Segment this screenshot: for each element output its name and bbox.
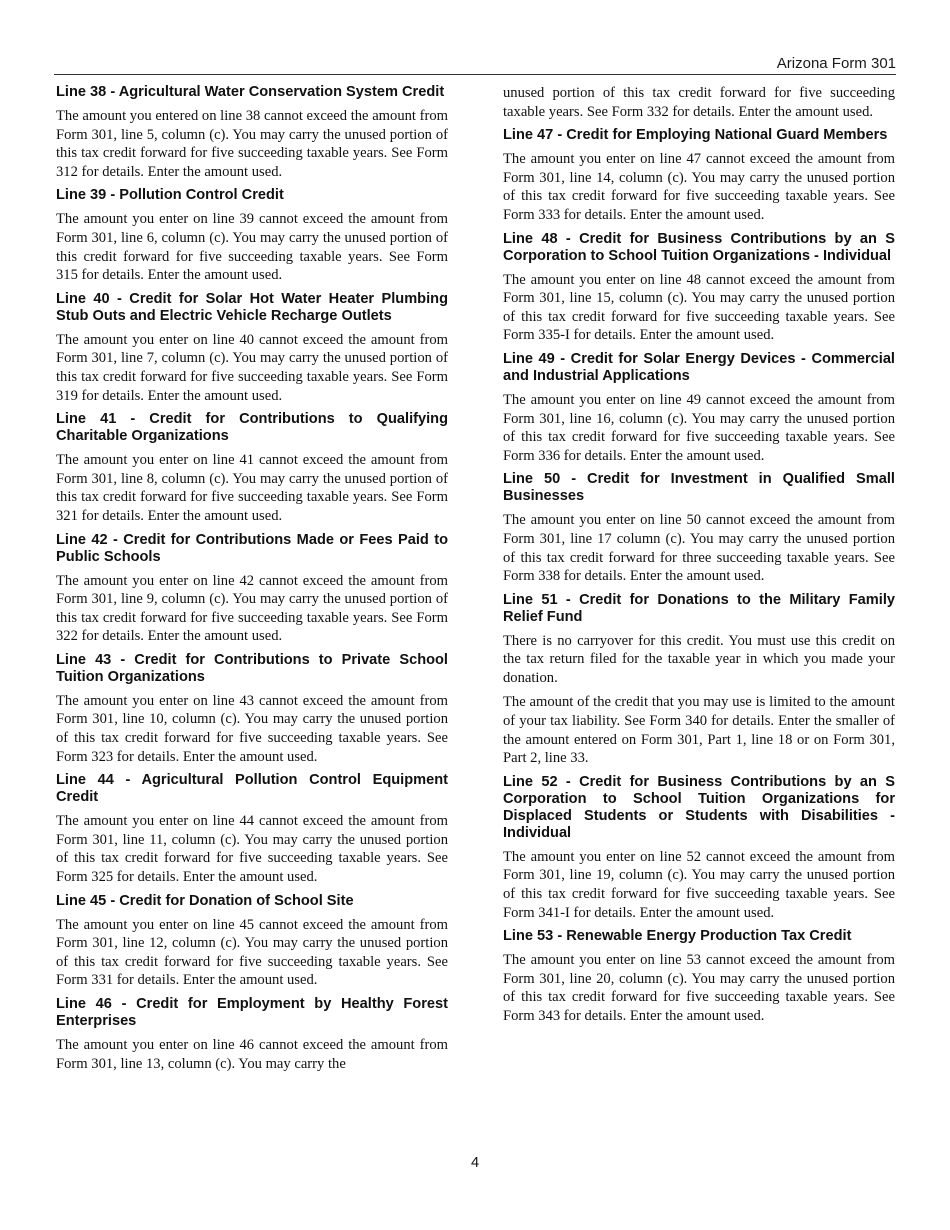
section-paragraph: unused portion of this tax credit forward for five succeeding taxable years. See Form 332 for details. Enter the amount used. [503,85,895,120]
section-paragraph: The amount you enter on line 41 cannot exceed the amount from Form 301, line 8, column (c). You may carry the unused portion of this tax credit forward for five succeeding taxable years. See Form 321 for details. Enter the amount used. [56,452,448,524]
form-title: Arizona Form 301 [776,55,896,72]
section-heading: Line 49 - Credit for Solar Energy Devices - Commercial and Industrial Applications [503,350,895,384]
instruction-section [503,127,895,224]
section-paragraph: The amount you enter on line 50 cannot exceed the amount from Form 301, line 17 column (c). You may carry the unused portion of this tax credit forward for three succeeding taxable years. See Form 338 for details. Enter the amount used. [503,512,895,585]
instruction-section [503,774,895,922]
right-column [503,84,895,1032]
instruction-section [56,772,448,886]
section-heading: Line 47 - Credit for Employing National Guard Members [503,127,888,144]
instruction-section [503,471,895,585]
instruction-section [56,532,448,646]
section-heading: Line 53 - Renewable Energy Production Tax Credit [503,928,852,945]
header-divider [54,74,896,75]
section-paragraph: The amount you enter on line 42 cannot exceed the amount from Form 301, line 9, column (c). You may carry the unused portion of this tax credit forward for five succeeding taxable years. See Form 322 for details. Enter the amount used. [56,572,448,645]
instruction-section [56,996,448,1073]
instruction-section [56,291,448,405]
instruction-section [56,652,448,766]
section-heading: Line 48 - Credit for Business Contributions by an S Corporation to School Tuition Organizations - Individual [503,230,895,264]
section-heading: Line 45 - Credit for Donation of School Site [56,892,354,909]
section-paragraph: The amount you enter on line 49 cannot exceed the amount from Form 301, line 16, column (c). You may carry the unused portion of this tax credit forward for five succeeding taxable years. See Form 336 for details. Enter the amount used. [503,391,895,464]
section-heading: Line 41 - Credit for Contributions to Qualifying Charitable Organizations [56,411,448,445]
instruction-section [503,928,895,1025]
section-heading: Line 39 - Pollution Control Credit [56,187,284,204]
section-paragraph: The amount you enter on line 48 cannot exceed the amount from Form 301, line 15, column (c). You may carry the unused portion of this tax credit forward for five succeeding taxable years. See Form 335-I for details. Enter the amount used. [503,271,895,344]
section-paragraph: The amount you enter on line 45 cannot exceed the amount from Form 301, line 12, column (c). You may carry the unused portion of this tax credit forward for five succeeding taxable years. See Form 331 for details. Enter the amount used. [56,916,448,989]
section-paragraph: The amount you enter on line 52 cannot exceed the amount from Form 301, line 19, column (c). You may carry the unused portion of this tax credit forward for five succeeding taxable years. See Form 341-I for details. Enter the amount used. [503,848,895,921]
section-heading: Line 51 - Credit for Donations to the Military Family Relief Fund [503,591,895,625]
section-heading: Line 52 - Credit for Business Contributions by an S Corporation to School Tuition Organizations for Displaced Students or Students with Disabilities - Individual [503,773,895,841]
section-paragraph: The amount you enter on line 47 cannot exceed the amount from Form 301, line 14, column (c). You may carry the unused portion of this tax credit forward for five succeeding taxable years. See Form 333 for details. Enter the amount used. [503,151,895,223]
section-heading: Line 42 - Credit for Contributions Made or Fees Paid to Public Schools [56,531,448,565]
instruction-section [56,893,448,990]
instruction-section [56,187,448,284]
instruction-section [503,592,895,768]
section-heading: Line 46 - Credit for Employment by Healthy Forest Enterprises [56,996,448,1029]
section-paragraph: The amount of the credit that you may use is limited to the amount of your tax liability. See Form 340 for details. Enter the smaller of the amount entered on Form 301, Part 1, line 18 or on Form 301, Part 2, line 33. [503,694,895,767]
section-heading: Line 40 - Credit for Solar Hot Water Heater Plumbing Stub Outs and Electric Vehicle Recharge Outlets [56,290,448,324]
section-heading: Line 38 - Agricultural Water Conservation System Credit [56,84,445,100]
section-paragraph: The amount you enter on line 39 cannot exceed the amount from Form 301, line 6, column (c). You may carry the unused portion of this credit forward for five succeeding taxable years. See Form 315 for details. Enter the amount used. [56,211,448,284]
instruction-section [56,84,448,181]
instruction-section [503,351,895,465]
section-paragraph: The amount you entered on line 38 cannot exceed the amount from Form 301, line 5, column (c). You may carry the unused portion of this tax credit forward for five succeeding taxable years. See Form 312 for details. Enter the amount used. [56,108,448,180]
section-heading: Line 50 - Credit for Investment in Qualified Small Businesses [503,471,895,505]
section-paragraph: The amount you enter on line 44 cannot exceed the amount from Form 301, line 11, column (c). You may carry the unused portion of this tax credit forward for five succeeding taxable years. See Form 325 for details. Enter the amount used. [56,813,448,886]
section-paragraph: There is no carryover for this credit. You must use this credit on the tax return filed for the taxable year in which you made your donation. [503,632,895,686]
section-paragraph: The amount you enter on line 43 cannot exceed the amount from Form 301, line 10, column (c). You may carry the unused portion of this tax credit forward for five succeeding taxable years. See Form 323 for details. Enter the amount used. [56,692,448,765]
section-paragraph: The amount you enter on line 46 cannot exceed the amount from Form 301, line 13, column (c). You may carry the [56,1037,448,1072]
section-paragraph: The amount you enter on line 40 cannot exceed the amount from Form 301, line 7, column (c). You may carry the unused portion of this tax credit forward for five succeeding taxable years. See Form 319 for details. Enter the amount used. [56,331,448,404]
left-column [56,84,448,1079]
page-number: 4 [470,1155,480,1171]
section-heading: Line 43 - Credit for Contributions to Private School Tuition Organizations [56,651,448,685]
instruction-section [503,231,895,345]
instruction-section [56,411,448,525]
section-paragraph: The amount you enter on line 53 cannot exceed the amount from Form 301, line 20, column (c). You may carry the unused portion of this tax credit forward for five succeeding taxable years. See Form 343 for details. Enter the amount used. [503,952,895,1024]
section-heading: Line 44 - Agricultural Pollution Control Equipment Credit [56,772,448,806]
instruction-section [503,84,895,121]
